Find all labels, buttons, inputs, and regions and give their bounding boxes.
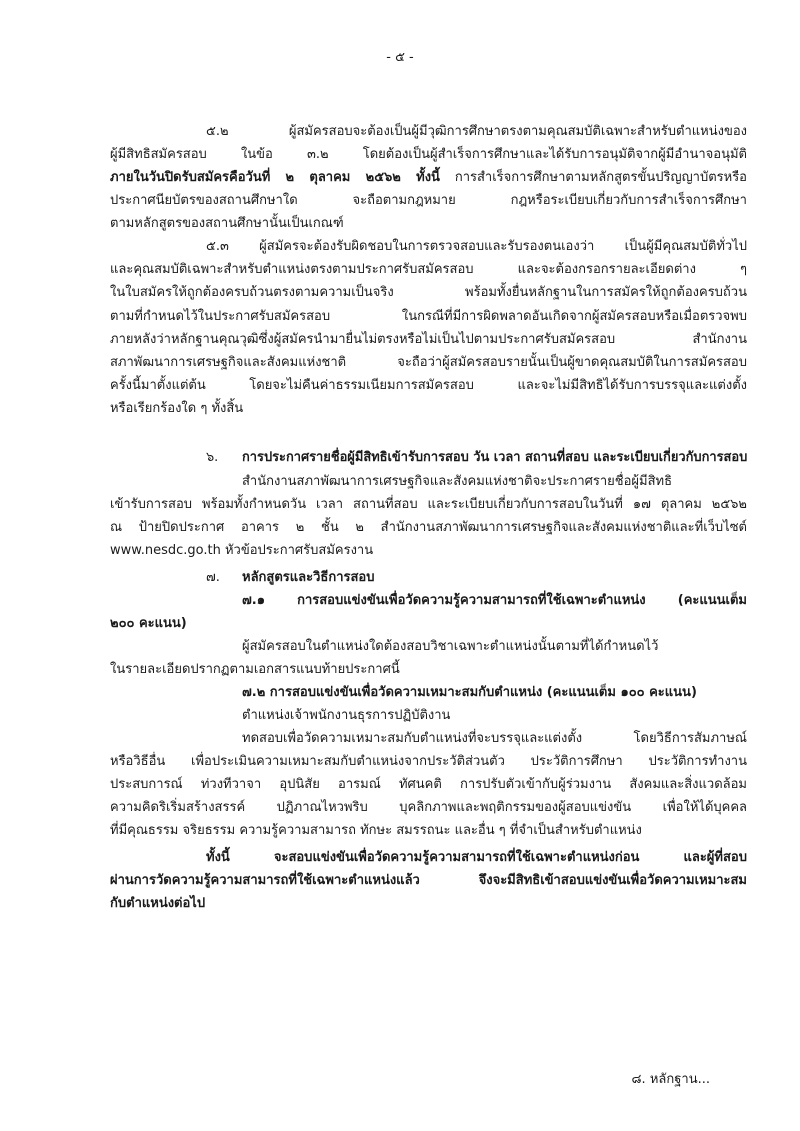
paragraph-line: ผ่านการวัดความรู้ความสามารถที่ใช้เฉพาะตำแหน่งแล้ว จึงจะมีสิทธิเข้าสอบแข่งขันเพื่อวัดความเหมาะสม (110, 873, 747, 888)
paragraph-line: ๕.๒ ผู้สมัครสอบจะต้องเป็นผู้มีวุฒิการศึกษาตรงตามคุณสมบัติเฉพาะสำหรับตำแหน่งของ (206, 124, 747, 139)
heading-text: หลักสูตรและวิธีการสอบ (242, 570, 375, 585)
paragraph-line: กับตำแหน่งต่อไป (110, 896, 206, 911)
paragraph-line: ในรายละเอียดปรากฏตามเอกสารแนบท้ายประกาศนี้ (110, 662, 400, 677)
paragraph-line: ๕.๓ ผู้สมัครจะต้องรับผิดชอบในการตรวจสอบและรับรองตนเองว่า เป็นผู้มีคุณสมบัติทั่วไป (206, 239, 747, 254)
paragraph-line: ทั้งนี้ จะสอบแข่งขันเพื่อวัดความรู้ความสามารถที่ใช้เฉพาะตำแหน่งก่อน และผู้ที่สอบ (206, 850, 747, 865)
continuation-note: ๘. หลักฐาน... (631, 1072, 710, 1087)
paragraph-line: ครั้งนี้มาตั้งแต่ต้น โดยจะไม่คืนค่าธรรมเนียมการสมัครสอบ และจะไม่มีสิทธิได้รับการบรรจุและแต่งตั้ง (110, 378, 747, 393)
closing-date-text: ภายในวันปิดรับสมัครคือวันที่ ๒ ตุลาคม ๒๕๖๒ ทั้งนี้ (110, 170, 440, 185)
paragraph-line: หรือวิธีอื่น เพื่อประเมินความเหมาะสมกับตำแหน่งจากประวัติส่วนตัว ประวัติการศึกษา ประวัติการทำงาน (110, 754, 747, 769)
page-number: - ๕ - (386, 50, 414, 65)
paragraph-line: ประกาศนียบัตรของสถานศึกษาใด จะถือตามกฎหมาย กฎหรือระเบียบเกี่ยวกับการสำเร็จการศึกษา (110, 193, 747, 208)
paragraph-line: ผู้มีสิทธิสมัครสอบ ในข้อ ๓.๒ โดยต้องเป็นผู้สำเร็จการศึกษาและได้รับการอนุมัติจากผู้มีอำนาจอนุมัติ (110, 147, 747, 162)
paragraph-line: และคุณสมบัติเฉพาะสำหรับตำแหน่งตรงตามประกาศรับสมัครสอบ และจะต้องกรอกรายละเอียดต่าง ๆ (110, 262, 747, 277)
position-name: ตำแหน่งเจ้าพนักงานธุรการปฏิบัติงาน (242, 708, 451, 723)
paragraph-line (110, 168, 747, 188)
section-heading (206, 448, 747, 468)
paragraph-line: ผู้สมัครสอบในตำแหน่งใดต้องสอบวิชาเฉพาะตำแหน่งนั้นตามที่ได้กำหนดไว้ (242, 639, 659, 654)
paragraph-line: ณ ป้ายปิดประกาศ อาคาร ๒ ชั้น ๒ สำนักงานสภาพัฒนาการเศรษฐกิจและสังคมแห่งชาติและที่เว็บไซต์ (110, 520, 747, 535)
paragraph-line: ภายหลังว่าหลักฐานคุณวุฒิซึ่งผู้สมัครนำมายื่นไม่ตรงหรือไม่เป็นไปตามประกาศรับสมัครสอบ สำนักงาน (110, 332, 747, 347)
paragraph-line: หรือเรียกร้องใด ๆ ทั้งสิ้น (110, 401, 244, 416)
website-link-line: www.nesdc.go.th หัวข้อประกาศรับสมัครงาน (110, 543, 374, 558)
paragraph-line: สำนักงานสภาพัฒนาการเศรษฐกิจและสังคมแห่งชาติจะประกาศรายชื่อผู้มีสิทธิ (242, 474, 673, 489)
paragraph-line: ตามที่กำหนดไว้ในประกาศรับสมัครสอบ ในกรณีที่มีการผิดพลาดอันเกิดจากผู้สมัครสอบหรือเมื่อตรวจพบ (110, 309, 747, 324)
paragraph-line: ตามหลักสูตรของสถานศึกษานั้นเป็นเกณฑ์ (110, 216, 344, 231)
paragraph-line: ประสบการณ์ ท่วงทีวาจา อุปนิสัย อารมณ์ ทัศนคติ การปรับตัวเข้ากับผู้ร่วมงาน สังคมและสิ่งแวดล้อม (110, 777, 747, 792)
subsection-heading: ๒๐๐ คะแนน) (110, 616, 187, 631)
subsection-heading: ๗.๑ การสอบแข่งขันเพื่อวัดความรู้ความสามารถที่ใช้เฉพาะตำแหน่ง (คะแนนเต็ม (242, 593, 747, 608)
subsection-heading: ๗.๒ การสอบแข่งขันเพื่อวัดความเหมาะสมกับตำแหน่ง (คะแนนเต็ม ๑๐๐ คะแนน) (242, 685, 697, 700)
section-number: ๖. (206, 450, 219, 465)
paragraph-line: ทดสอบเพื่อวัดความเหมาะสมกับตำแหน่งที่จะบรรจุและแต่งตั้ง โดยวิธีการสัมภาษณ์ (242, 731, 747, 746)
paragraph-line: ที่มีคุณธรรม จริยธรรม ความรู้ความสามารถ ทักษะ สมรรถนะ และอื่น ๆ ที่จำเป็นสำหรับตำแหน่ง (110, 823, 642, 838)
section-number: ๗. (206, 570, 220, 585)
paragraph-text: การสำเร็จการศึกษาตามหลักสูตรขั้นปริญญาบัตรหรือ (439, 170, 747, 185)
paragraph-line: ความคิดริเริ่มสร้างสรรค์ ปฏิภาณไหวพริบ บุคลิกภาพและพฤติกรรมของผู้สอบแข่งขัน เพื่อให้ได้บุคคล (110, 800, 747, 815)
paragraph-line: ในใบสมัครให้ถูกต้องครบถ้วนตรงตามความเป็นจริง พร้อมทั้งยื่นหลักฐานในการสมัครให้ถูกต้องครบถ้วน (110, 285, 747, 300)
paragraph-line: เข้ารับการสอบ พร้อมทั้งกำหนดวัน เวลา สถานที่สอบ และระเบียบเกี่ยวกับการสอบในวันที่ ๑๗ ตุลาคม ๒๕๖๒ (110, 497, 747, 512)
heading-text: การประกาศรายชื่อผู้มีสิทธิเข้ารับการสอบ วัน เวลา สถานที่สอบ และระเบียบเกี่ยวกับการสอบ (242, 450, 748, 465)
paragraph-line: สภาพัฒนาการเศรษฐกิจและสังคมแห่งชาติ จะถือว่าผู้สมัครสอบรายนั้นเป็นผู้ขาดคุณสมบัติในการสมัครสอบ (110, 355, 747, 370)
section-heading (206, 568, 747, 588)
